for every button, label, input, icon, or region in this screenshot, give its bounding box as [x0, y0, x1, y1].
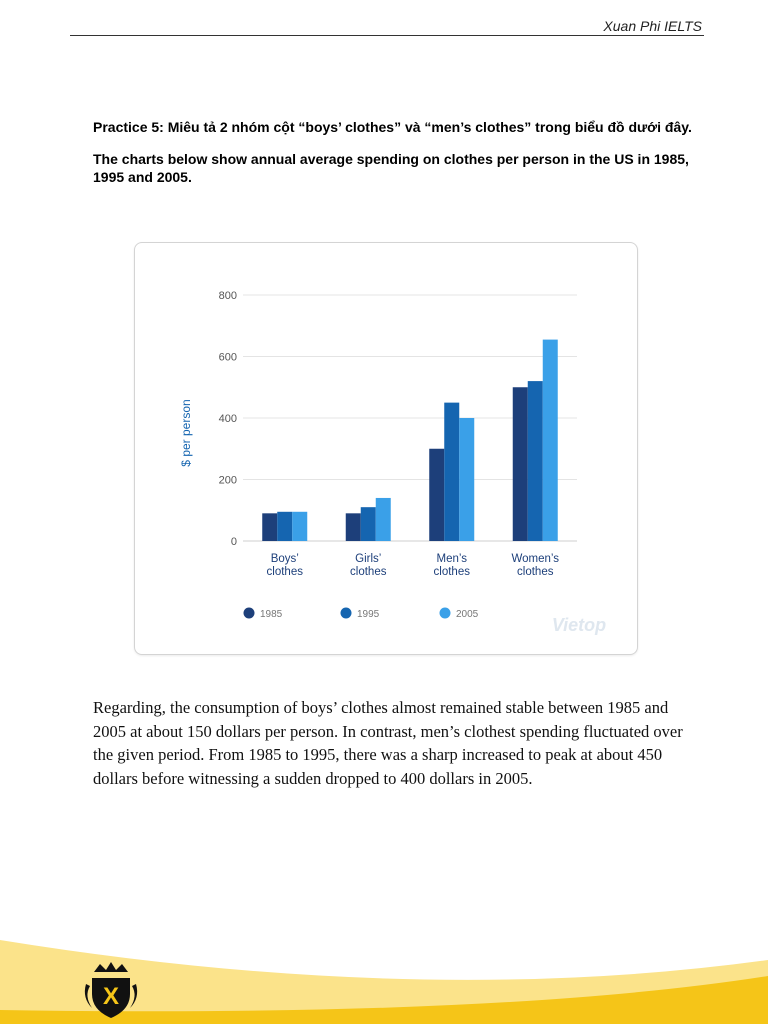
y-tick-label: 400	[218, 413, 237, 425]
laurel-left-icon	[85, 984, 92, 1008]
legend-label: 1985	[260, 609, 283, 620]
bar	[361, 507, 376, 541]
body-text	[93, 696, 705, 790]
y-tick-label: 600	[218, 351, 237, 364]
x-category-label: Girls’	[355, 553, 382, 565]
practice-prompt: The charts below show annual average spending on clothes per person in the US in 1985, 1995 and 2005.	[93, 151, 689, 185]
crown-icon	[94, 962, 128, 972]
practice-instruction: Practice 5: Miêu tả 2 nhóm cột “boys’ clothes” và “men’s clothes” trong biểu đồ dưới đây.	[93, 119, 692, 135]
x-category-label: clothes	[433, 566, 470, 578]
practice-section	[93, 118, 693, 200]
bar	[262, 513, 277, 541]
bar	[543, 340, 558, 541]
bar	[292, 512, 307, 541]
legend-marker	[440, 608, 451, 619]
y-axis-label: $ per person	[179, 399, 193, 467]
laurel-right-icon	[130, 984, 137, 1008]
chart-card	[134, 242, 638, 655]
x-category-label: Boys’	[270, 553, 299, 565]
bar	[346, 513, 361, 541]
bar	[513, 387, 528, 541]
bar	[429, 449, 444, 541]
bar	[528, 381, 543, 541]
x-category-label: clothes	[350, 566, 387, 578]
bar	[459, 418, 474, 541]
header-brand: Xuan Phi IELTS	[603, 18, 702, 34]
header-divider	[70, 35, 704, 36]
y-tick-label: 0	[230, 536, 237, 548]
brand-logo	[80, 958, 142, 1020]
legend-label: 1995	[357, 609, 380, 620]
bar	[444, 403, 459, 541]
logo-letter: X	[102, 983, 120, 1010]
watermark: Vietop	[551, 615, 607, 635]
x-category-label: Men’s	[436, 553, 467, 565]
bar-chart	[135, 243, 637, 654]
bar	[376, 498, 391, 541]
x-category-label: clothes	[266, 566, 303, 578]
legend-label: 2005	[456, 609, 479, 620]
legend-marker	[341, 608, 352, 619]
bar	[277, 512, 292, 541]
x-category-label: clothes	[517, 566, 554, 578]
y-tick-label: 800	[218, 290, 237, 302]
body-paragraph: Regarding, the consumption of boys’ clothes almost remained stable between 1985 and 2005 at about 150 dollars per person. In contrast, men’s clothest spending fluctuated over the given period. From 1985 to 1995, there was a sharp increased to peak at about 450 dollars before witnessing a sudden dropped to 400 dollars in 2005.	[93, 698, 683, 788]
y-tick-label: 200	[218, 474, 237, 487]
legend-marker	[244, 608, 255, 619]
x-category-label: Women’s	[511, 553, 560, 565]
